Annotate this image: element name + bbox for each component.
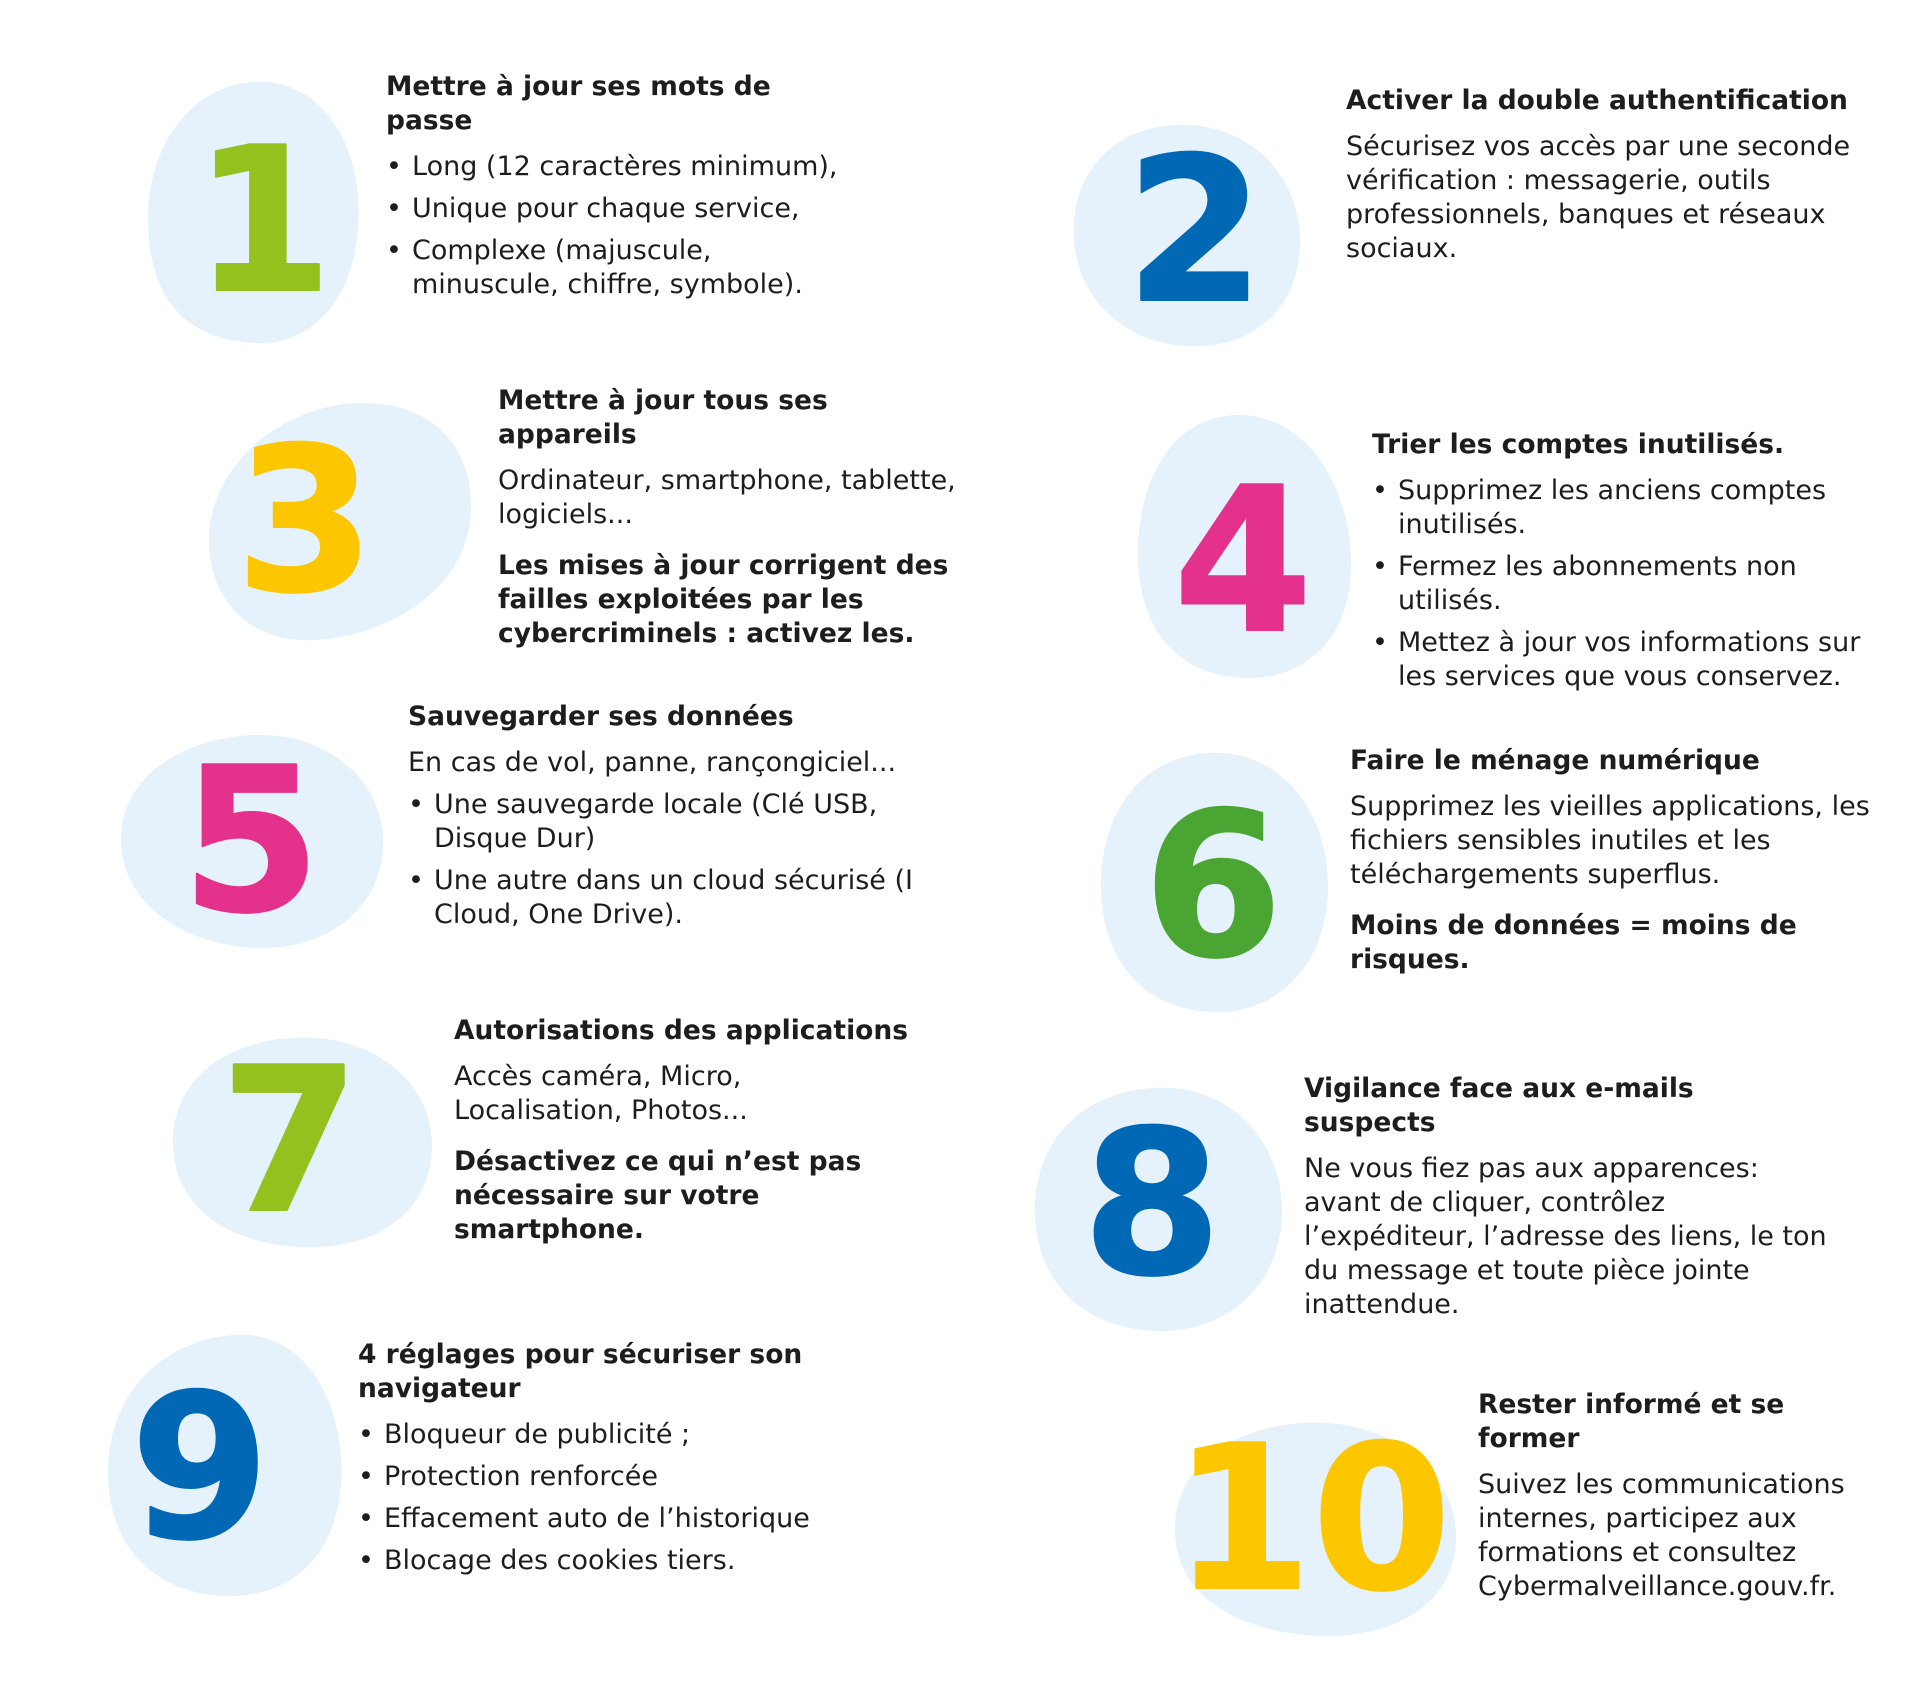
list-item: • Supprimez les anciens comptes inutilisés. (1372, 474, 1868, 542)
item-number-5: 5 (181, 725, 321, 958)
list-item: • Protection renforcée (358, 1460, 878, 1494)
item-1-bullet-list (386, 150, 906, 302)
item-number-6: 6 (1143, 770, 1283, 1003)
number-blob-2 (1070, 115, 1310, 350)
item-1-title: Mettre à jour ses mots de passe (386, 71, 771, 136)
item-2-text: Sécurisez vos accès par une seconde vérification : messagerie, outils professionnels, banques et réseaux sociaux. (1346, 131, 1851, 264)
item-10-content (1478, 1388, 1898, 1621)
item-2-title: Activer la double authentification (1346, 85, 1848, 116)
item-1-content (386, 70, 906, 310)
item-8-title: Vigilance face aux e-mails suspects (1304, 1073, 1694, 1138)
number-blob-4 (1135, 412, 1355, 682)
number-blob-7 (170, 1025, 435, 1258)
item-3-text: Ordinateur, smartphone, tablette, logiciels... (498, 465, 956, 530)
number-blob-10 (1172, 1403, 1462, 1640)
item-7-text: Accès caméra, Micro, Localisation, Photos... (454, 1061, 748, 1126)
item-3-content (498, 384, 998, 668)
item-number-7: 7 (220, 1025, 360, 1258)
item-number-3: 3 (235, 405, 375, 638)
item-5-bullet-list (408, 788, 968, 932)
item-number-8: 8 (1082, 1088, 1222, 1321)
item-9-title: 4 réglages pour sécuriser son navigateur (358, 1339, 803, 1404)
number-blob-8 (1032, 1085, 1287, 1335)
item-7-emphasis: Désactivez ce qui n’est pas nécessaire sur votre smartphone. (454, 1146, 862, 1245)
item-number-10: 10 (1172, 1403, 1452, 1636)
item-6-title: Faire le ménage numérique (1350, 745, 1760, 776)
item-number-9: 9 (130, 1352, 270, 1585)
item-5-text: En cas de vol, panne, rançongiciel... (408, 747, 897, 778)
list-item: • Effacement auto de l’historique (358, 1502, 878, 1536)
item-6-emphasis: Moins de données = moins de risques. (1350, 910, 1797, 975)
number-blob-3 (205, 400, 475, 645)
item-10-text: Suivez les communications internes, participez aux formations et consultez Cybermalveillance.gouv.fr. (1478, 1469, 1845, 1602)
list-item: • Blocage des cookies tiers. (358, 1544, 878, 1578)
item-10-title: Rester informé et se former (1478, 1389, 1785, 1454)
item-3-emphasis: Les mises à jour corrigent des failles exploitées par les cybercriminels : activez les. (498, 550, 949, 649)
number-blob-9 (105, 1332, 345, 1600)
item-8-content (1304, 1072, 1864, 1339)
item-4-title: Trier les comptes inutilisés. (1372, 429, 1785, 460)
item-7-content (454, 1014, 974, 1264)
number-blob-6 (1098, 750, 1333, 1015)
item-number-2: 2 (1125, 115, 1265, 348)
item-7-title: Autorisations des applications (454, 1015, 908, 1046)
list-item: • Complexe (majuscule, minuscule, chiffre, symbole). (386, 234, 852, 302)
item-4-bullet-list (1372, 474, 1902, 694)
list-item: • Mettez à jour vos informations sur les services que vous conservez. (1372, 626, 1902, 694)
item-5-title: Sauvegarder ses données (408, 701, 794, 732)
item-number-4: 4 (1173, 445, 1313, 678)
list-item: • Une autre dans un cloud sécurisé (I Cloud, One Drive). (408, 864, 934, 932)
list-item: • Unique pour chaque service, (386, 192, 906, 226)
number-blob-1 (145, 78, 375, 348)
item-9-bullet-list (358, 1418, 878, 1578)
item-8-text: Ne vous fiez pas aux apparences: avant de cliquer, contrôlez l’expéditeur, l’adresse des liens, le ton du message et toute pièce jointe inattendue. (1304, 1153, 1827, 1320)
list-item: • Bloqueur de publicité ; (358, 1418, 878, 1452)
list-item: • Fermez les abonnements non utilisés. (1372, 550, 1868, 618)
item-3-title: Mettre à jour tous ses appareils (498, 385, 828, 450)
list-item: • Une sauvegarde locale (Clé USB, Disque Dur) (408, 788, 934, 856)
item-9-content (358, 1338, 878, 1586)
item-number-1: 1 (193, 105, 333, 338)
item-2-content (1346, 84, 1906, 283)
item-5-content (408, 700, 968, 940)
number-blob-5 (118, 725, 388, 958)
item-4-content (1372, 428, 1902, 702)
item-6-content (1350, 744, 1890, 994)
list-item: • Long (12 caractères minimum), (386, 150, 906, 184)
item-6-text: Supprimez les vieilles applications, les fichiers sensibles inutiles et les téléchargements superflus. (1350, 791, 1870, 890)
